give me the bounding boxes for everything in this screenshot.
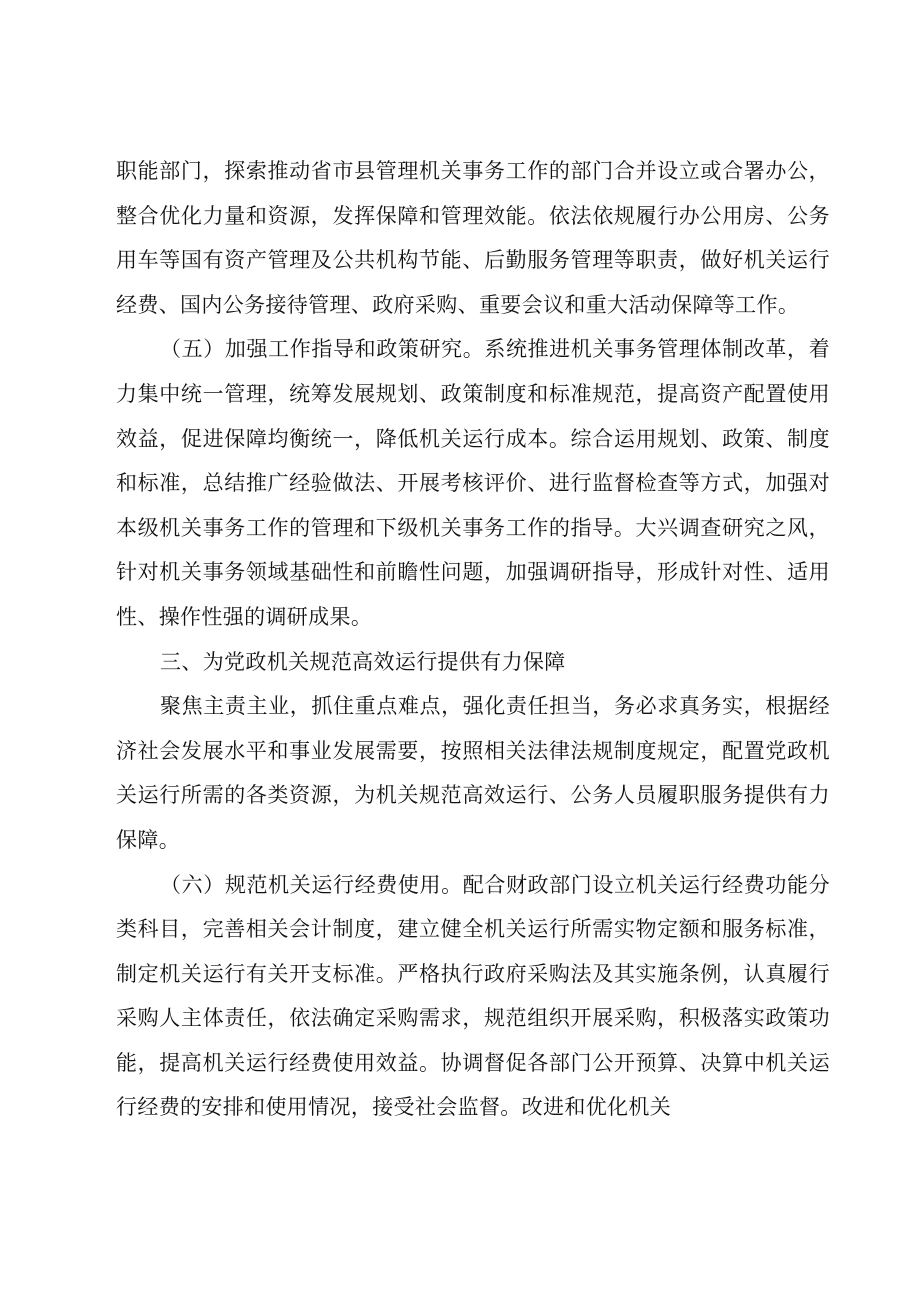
section-heading-3: 三、为党政机关规范高效运行提供有力保障 bbox=[160, 649, 566, 674]
paragraph-section-5: （五）加强工作指导和政策研究。系统推进机关事务管理体制改革，着力集中统一管理，统筹发展规划、政策制度和标准规范，提高资产配置使用效益，促进保障均衡统一，降低机关运行成本。综合运用规划、政策、制度和标准，总结推广经验做法、开展考核评价、进行监督检查等方式，加强对本级机关事务工作的管理和下级机关事务工作的指导。大兴调查研究之风，针对机关事务领域基础性和前瞻性问题，加强调研指导，形成针对性、适用性、操作性强的调研成果。 bbox=[116, 337, 830, 629]
paragraph-continued: 职能部门，探索推动省市县管理机关事务工作的部门合并设立或合署办公，整合优化力量和资源，发挥保障和管理效能。依法依规履行办公用房、公务用车等国有资产管理及公共机构节能、后勤服务管理等职责，做好机关运行经费、国内公务接待管理、政府采购、重要会议和重大活动保障等工作。 bbox=[116, 159, 830, 317]
document-body bbox=[116, 149, 830, 1130]
paragraph-section-3-intro: 聚焦主责主业，抓住重点难点，强化责任担当，务必求真务实，根据经济社会发展水平和事业发展需要，按照相关法律法规制度规定，配置党政机关运行所需的各类资源，为机关规范高效运行、公务人员履职服务提供有力保障。 bbox=[116, 694, 830, 852]
paragraph-section-6: （六）规范机关运行经费使用。配合财政部门设立机关运行经费功能分类科目，完善相关会计制度，建立健全机关运行所需实物定额和服务标准，制定机关运行有关开支标准。严格执行政府采购法及其实施条例，认真履行采购人主体责任，依法确定采购需求，规范组织开展采购，积极落实政策功能，提高机关运行经费使用效益。协调督促各部门公开预算、决算中机关运行经费的安排和使用情况，接受社会监督。改进和优化机关 bbox=[116, 872, 830, 1120]
